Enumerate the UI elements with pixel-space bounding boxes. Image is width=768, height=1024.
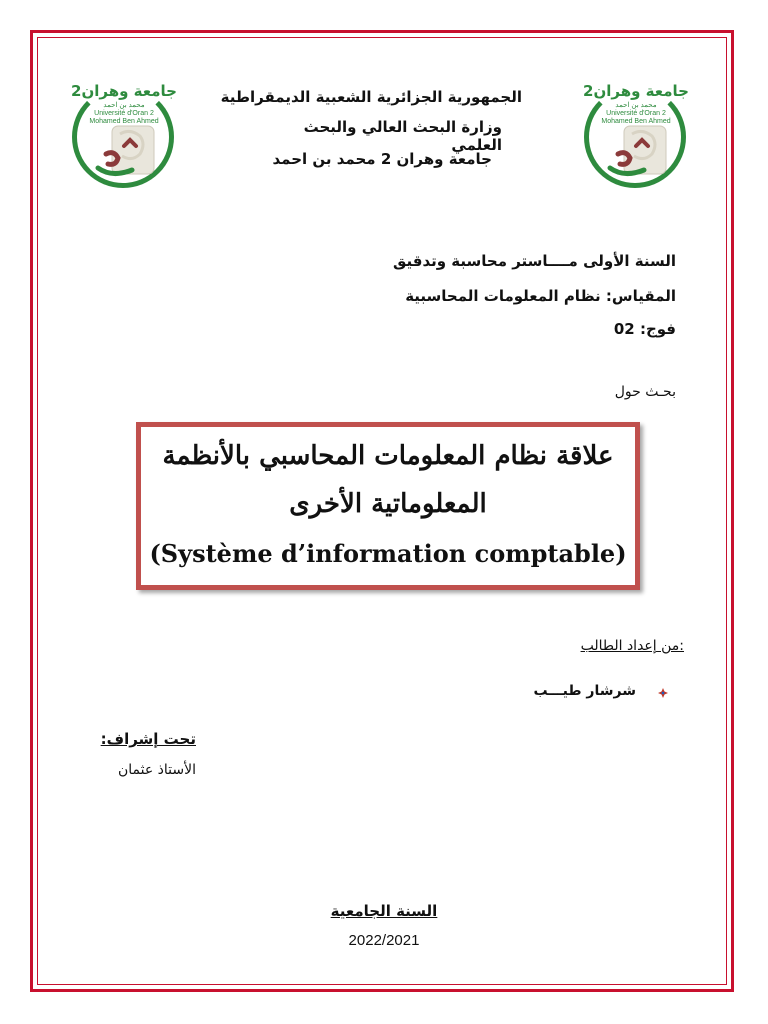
prepared-by-label: :من إعداد الطالب bbox=[580, 638, 684, 654]
header-republic: الجمهورية الجزائرية الشعبية الديمقراطية bbox=[220, 88, 522, 106]
university-logo-right bbox=[580, 82, 692, 194]
logo-title: جامعة وهران2 bbox=[583, 82, 689, 100]
academic-year-value: 2022/2021 bbox=[348, 932, 420, 949]
logo-sub-fr1: Université d'Oran 2 bbox=[94, 110, 154, 117]
title-box bbox=[136, 422, 640, 590]
university-logo-left bbox=[68, 82, 180, 194]
logo-sub-fr1: Université d'Oran 2 bbox=[606, 110, 666, 117]
title-line-2: المعلوماتية الأخرى bbox=[289, 489, 487, 519]
logo-sub-ar: محمد بن احمد bbox=[103, 102, 145, 109]
logo-title: جامعة وهران2 bbox=[71, 82, 177, 100]
header-university: جامعة وهران 2 محمد بن احمد bbox=[272, 150, 492, 168]
title-line-1: علاقة نظام المعلومات المحاسبي بالأنظمة bbox=[162, 441, 614, 471]
header-ministry: وزارة البحث العالي والبحث العلمي bbox=[303, 118, 502, 154]
academic-year-label: السنة الجامعية bbox=[330, 902, 438, 920]
logo-subtitle bbox=[588, 102, 684, 126]
supervisor-name: الأستاذ عثمان bbox=[118, 762, 196, 778]
logo-emblem-icon bbox=[602, 124, 672, 184]
supervisor-label: تحت إشراف: bbox=[100, 730, 196, 748]
logo-sub-fr2: Mohamed Ben Ahmed bbox=[601, 118, 671, 125]
title-line-fr: (Système d’information comptable) bbox=[149, 539, 627, 568]
logo-sub-ar: محمد بن احمد bbox=[615, 102, 657, 109]
research-intro: بحـث حول bbox=[614, 384, 676, 400]
bullet-icon bbox=[658, 688, 668, 698]
student-name: شرشار طيـــب bbox=[533, 683, 636, 699]
logo-emblem-icon bbox=[90, 124, 160, 184]
info-module: المقياس: نظام المعلومات المحاسبية bbox=[405, 287, 676, 305]
info-group: فوج: 02 bbox=[613, 320, 676, 338]
info-year-level: السنة الأولى مــــاستر محاسبة وتدقيق bbox=[392, 252, 676, 270]
logo-sub-fr2: Mohamed Ben Ahmed bbox=[89, 118, 159, 125]
logo-subtitle bbox=[76, 102, 172, 126]
